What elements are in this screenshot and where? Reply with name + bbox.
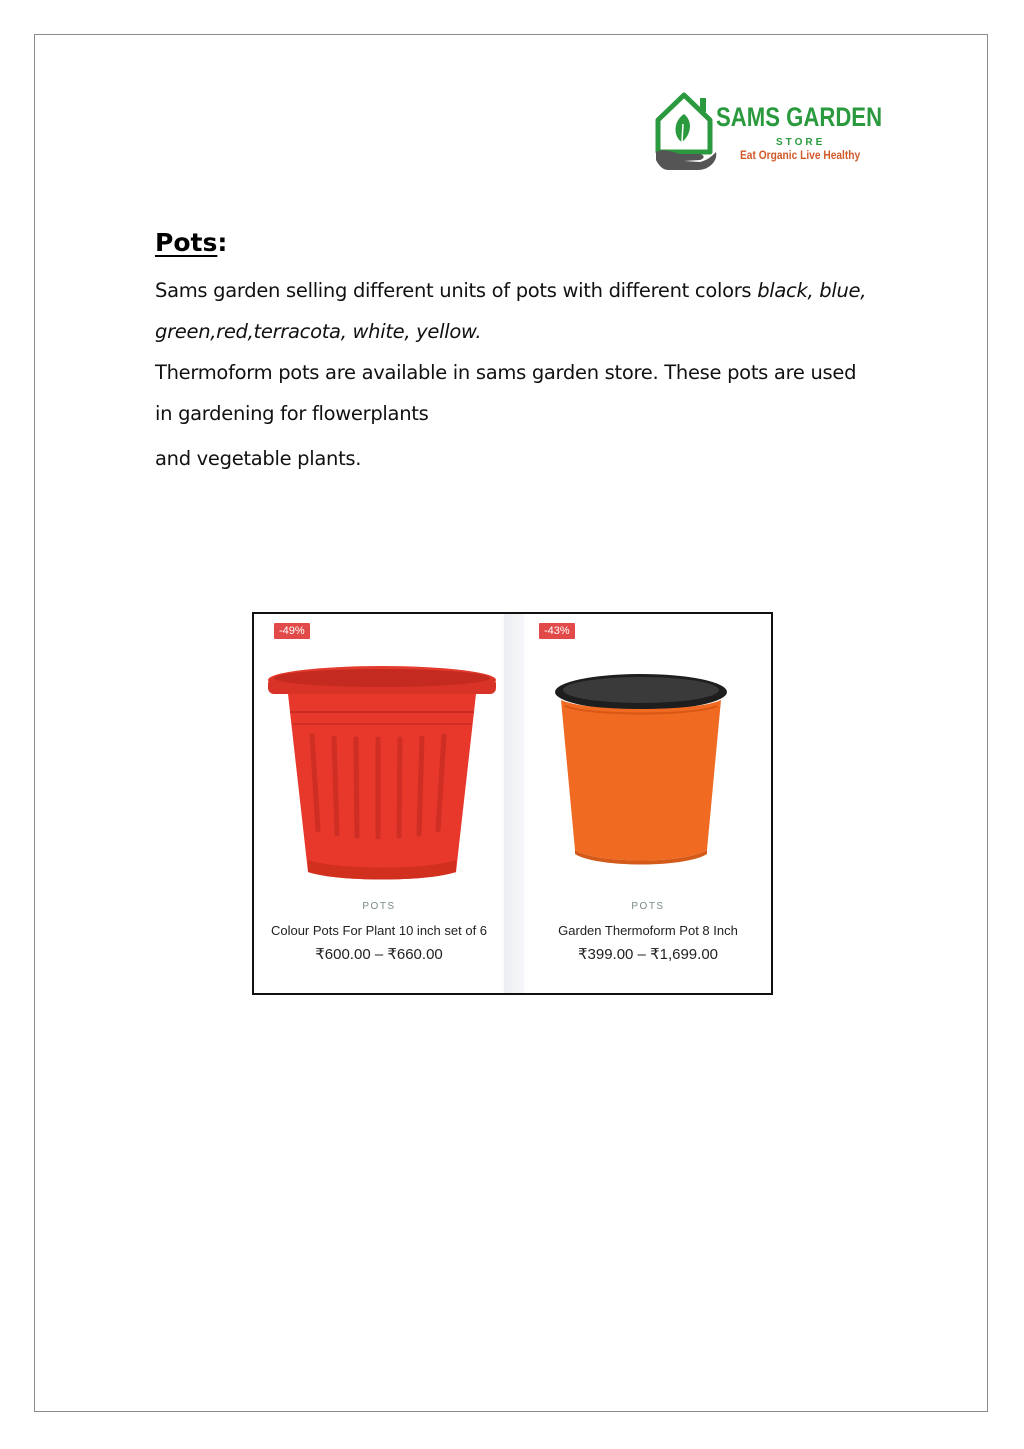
product-card [525,614,771,993]
product-name[interactable]: Garden Thermoform Pot 8 Inch [558,923,738,938]
paragraph-line-1 [155,279,866,302]
product-card [256,614,502,993]
product-price: ₹399.00 – ₹1,699.00 [577,946,719,963]
product-price: ₹600.00 – ₹660.00 [315,946,443,963]
product-category: POTS [631,901,665,912]
paragraph-line-3: Thermoform pots are available in sams garden store. These pots are used [155,361,857,384]
discount-badge: -43% [539,623,575,639]
house-leaf-hand-icon [654,90,720,174]
discount-badge: -49% [274,623,310,639]
products-image [252,612,773,995]
paragraph-line-4: in gardening for flowerplants [155,402,429,425]
card-divider [504,614,524,993]
page-heading [155,228,227,257]
heading-word: Pots [155,228,218,257]
store-logo [654,90,883,174]
paragraph-line-5: and vegetable plants. [155,447,362,470]
line2-italic: green,red,terracota, white, yellow. [155,320,482,343]
logo-tagline: Eat Organic Live Healthy [740,148,861,162]
line1-plain: Sams garden selling different units of pots with different colors [155,279,758,302]
logo-sub: STORE [776,137,826,148]
paragraph-line-2 [155,320,481,343]
heading-colon: : [217,228,228,257]
orange-thermoform-pot-icon [525,654,771,894]
red-pot-icon [256,654,502,894]
logo-name: SAMS GARDEN [716,102,883,132]
product-name[interactable]: Colour Pots For Plant 10 inch set of 6 [270,923,488,938]
line1-italic: black, blue, [757,279,867,302]
product-category: POTS [362,901,396,912]
